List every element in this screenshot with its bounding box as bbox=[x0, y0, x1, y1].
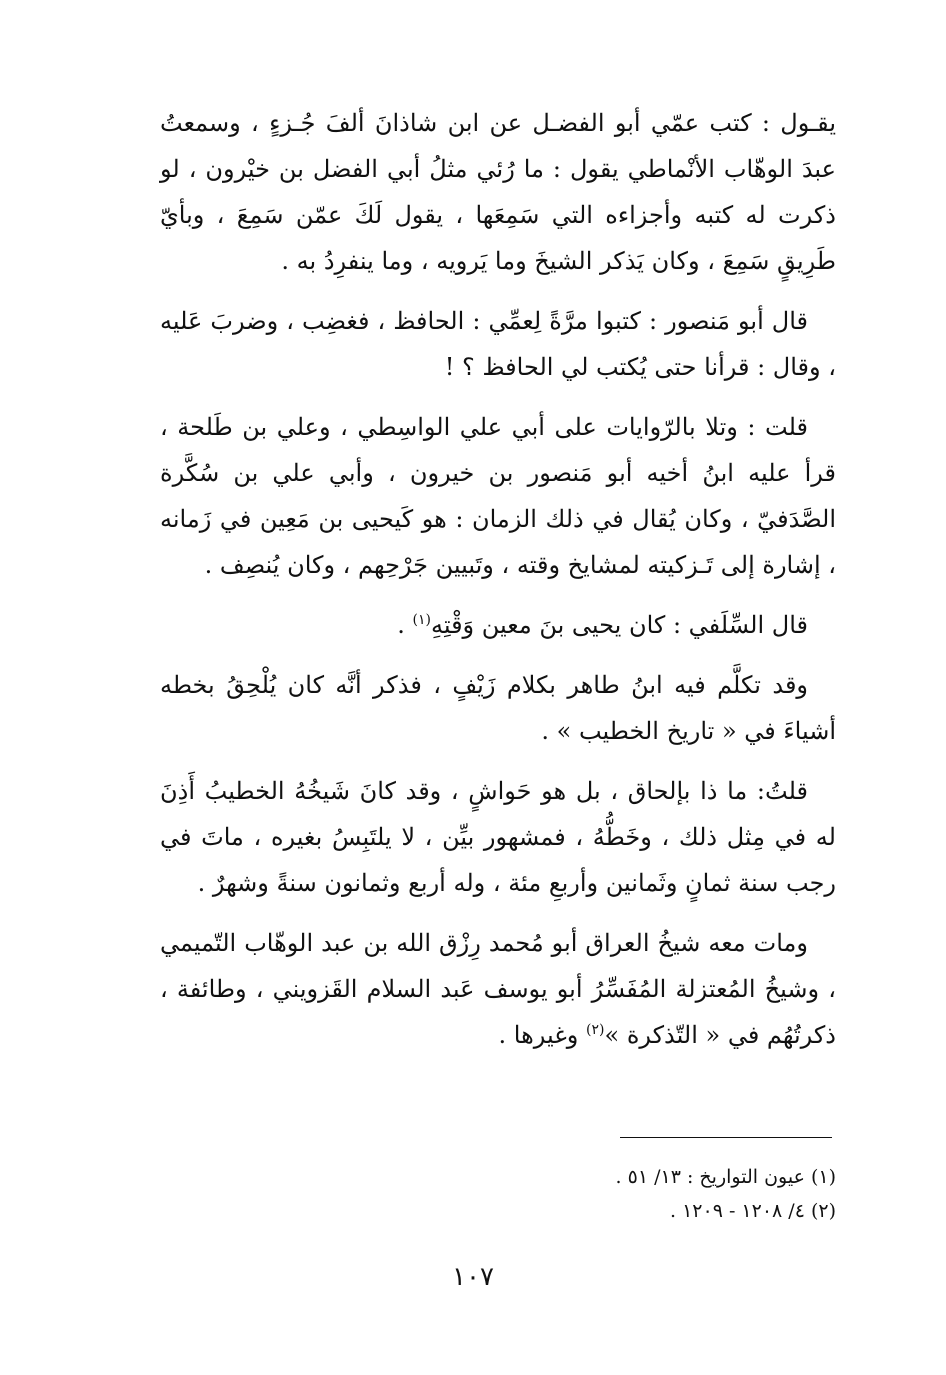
paragraph-3 bbox=[160, 404, 836, 588]
paragraph-7-text: ومات معه شيخُ العراق أبو مُحمد رِزْق الله بن عبد الوهّاب التّميمي ، وشيخُ المُعتزلة المُفَسِّرُ أبو يوسف عَبد السلام القَزويني ، وطائفة ، ذكرتُهُم في « التّذكرة » bbox=[160, 929, 836, 1049]
paragraph-7-tail: وغيرها . bbox=[498, 1021, 587, 1049]
paragraph-1 bbox=[160, 100, 836, 284]
paragraph-5 bbox=[160, 662, 836, 754]
paragraph-6-text: قلتُ: ما ذا بإلحاق ، بل هو حَواشٍ ، وقد كانَ شَيخُهُ الخطيبُ أَذِنَ له في مِثل ذلك ، وخَطُّهُ ، فمشهور بيِّن ، لا يلتَبِسُ بغيره ، ماتَ في رجب سنة ثمانٍ وثَمانين وأربعِ مئة ، وله أربع وثمانون سنةً وشهرٌ . bbox=[160, 777, 836, 897]
paragraph-4-tail: . bbox=[397, 611, 413, 639]
paragraph-4 bbox=[160, 602, 836, 648]
footnote-divider bbox=[620, 1137, 832, 1138]
paragraph-6 bbox=[160, 768, 836, 906]
paragraph-1-text: يقـول : كتب عمّي أبو الفضـل عن ابن شاذانَ ألفَ جُـزءٍ ، وسمعتُ عبدَ الوهّاب الأنْماطي يقول : ما رُئي مثلُ أبي الفضل بن خيْرون ، لو ذكرت له كتبه وأجزاءه التي سَمِعَها ، يقول لَكَ عمّن سَمِعَ ، وبأيّ طَرِيقٍ سَمِعَ ، وكان يَذكر الشيخَ وما يَرويه ، وما ينفرِدُ به . bbox=[160, 109, 836, 275]
footnote-ref-2: (٢) bbox=[586, 1022, 605, 1038]
paragraph-2-text: قال أبو مَنصور : كتبوا مرَّةً لِعمِّي : الحافظ ، فغضِب ، وضربَ عَليه ، وقال : قرأنا حتى يُكتب لي الحافظ ؟ ! bbox=[160, 307, 836, 381]
paragraph-7 bbox=[160, 920, 836, 1058]
paragraph-4-text: قال السِّلَفي : كان يحيى بنَ معين وَقْتِهِ bbox=[430, 611, 808, 639]
paragraph-3-text: قلت : وتلا بالرّوايات على أبي علي الواسِطي ، وعلي بن طَلحة ، قرأ عليه ابنُ أخيه أبو مَنصور بن خيرون ، وأبي علي بن سُكَّرة الصَّدَفيّ ، وكان يُقال في ذلك الزمان : هو كَيحيى بن مَعِين في زَمانه ، إشارة إلى تَـزكيته لمشايخ وقته ، وتَبيين جَرْحِهم ، وكان يُنصِف . bbox=[160, 413, 836, 579]
footnotes bbox=[616, 1160, 836, 1228]
footnote-2: (٢) ٤/ ١٢٠٨ - ١٢٠٩ . bbox=[669, 1200, 836, 1222]
main-text bbox=[160, 100, 836, 1072]
footnote-1: (١) عيون التواريخ : ١٣/ ٥١ . bbox=[615, 1166, 836, 1188]
paragraph-2 bbox=[160, 298, 836, 390]
page-number: ١٠٧ bbox=[452, 1262, 494, 1292]
paragraph-5-text: وقد تكلَّم فيه ابنُ طاهر بكلام زَيْفٍ ، فذكر أنَّه كان يُلْحِقُ بخطه أشياءَ في « تاريخ الخطيب » . bbox=[160, 671, 836, 745]
footnote-ref-1: (١) bbox=[412, 612, 431, 628]
